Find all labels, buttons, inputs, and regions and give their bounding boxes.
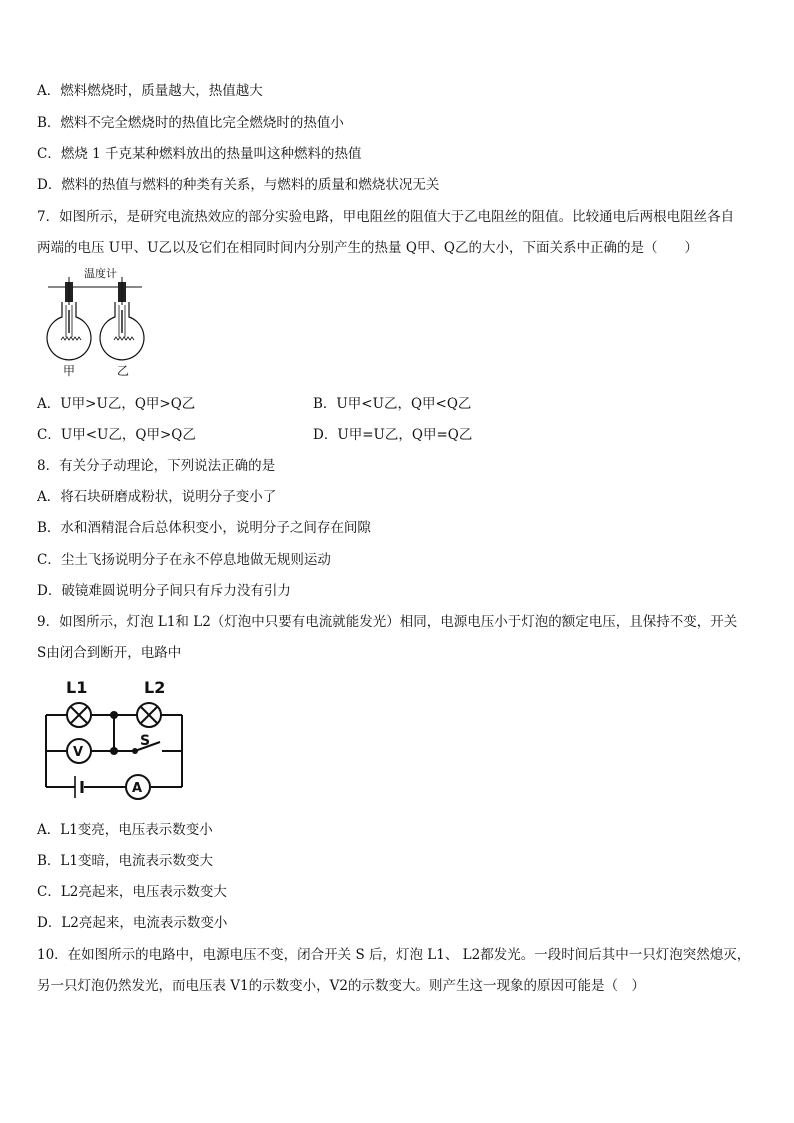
q9-stem-line1: 9．如图所示，灯泡 L1和 L2（灯泡中只要有电流就能发光）相同，电源电压小于灯泡的额定电压，且保持不变，开关 — [37, 614, 738, 630]
q9-circuit-diagram — [40, 675, 190, 805]
q7-option-b: B．U甲<U乙，Q甲<Q乙 — [313, 396, 472, 412]
q7-option-a: A．U甲>U乙，Q甲>Q乙 — [37, 396, 196, 412]
q7-stem-line1: 7．如图所示，是研究电流热效应的部分实验电路，甲电阻丝的阻值大于乙电阻丝的阻值。比较通电后两根电阻丝各自 — [37, 209, 735, 225]
flask-left — [47, 277, 91, 360]
junction-dot — [110, 711, 118, 719]
junction-dot — [110, 747, 118, 755]
q10-stem-line2: 另一只灯泡仍然发光，而电压表 V1的示数变小，V2的示数变大。则产生这一现象的原因可能是（ ） — [37, 978, 645, 994]
label-yi: 乙 — [117, 364, 130, 378]
q7-option-c: C．U甲<U乙，Q甲>Q乙 — [37, 427, 196, 443]
q9-option-c: C．L2亮起来，电压表示数变大 — [37, 884, 227, 900]
label-jia: 甲 — [63, 364, 76, 378]
q6-option-d: D．燃料的热值与燃料的种类有关系，与燃料的质量和燃烧状况无关 — [37, 177, 440, 193]
q8-option-d: D．破镜难圆说明分子间只有斥力没有引力 — [37, 583, 291, 599]
q9-option-d: D．L2亮起来，电流表示数变小 — [37, 915, 228, 931]
lamp-l1-icon — [67, 703, 91, 727]
lamp-l2-icon — [137, 703, 161, 727]
q6-option-c: C．燃烧 1 千克某种燃料放出的热量叫这种燃料的热值 — [37, 146, 362, 162]
q7-thermometer-figure — [40, 265, 150, 380]
q8-option-b: B．水和酒精混合后总体积变小，说明分子之间存在间隙 — [37, 520, 371, 536]
q7-stem-line2: 两端的电压 U甲、U乙以及它们在相同时间内分别产生的热量 Q甲、Q乙的大小，下面关系中正确的是（ ） — [37, 240, 698, 256]
q8-stem: 8．有关分子动理论，下列说法正确的是 — [37, 458, 276, 474]
q10-stem-line1: 10．在如图所示的电路中，电源电压不变，闭合开关 S 后，灯泡 L1、 L2都发光。一段时间后其中一只灯泡突然熄灭， — [37, 947, 751, 963]
flask-right — [100, 277, 144, 360]
q9-stem-line2: S由闭合到断开，电路中 — [37, 645, 182, 661]
voltmeter-label: V — [73, 745, 84, 760]
q9-option-a: A．L1变亮，电压表示数变小 — [37, 822, 213, 838]
label-switch: S — [140, 733, 151, 749]
q6-option-a: A．燃料燃烧时，质量越大，热值越大 — [37, 83, 263, 99]
switch-contact — [132, 748, 138, 754]
q6-option-b: B．燃料不完全燃烧时的热值比完全燃烧时的热值小 — [37, 115, 344, 131]
thermometer-label: 温度计 — [84, 267, 117, 280]
q9-option-b: B．L1变暗，电流表示数变大 — [37, 853, 213, 869]
label-l1: L1 — [66, 678, 88, 697]
ammeter-label: A — [132, 781, 143, 796]
q8-option-c: C．尘土飞扬说明分子在永不停息地做无规则运动 — [37, 552, 331, 568]
label-l2: L2 — [144, 678, 166, 697]
q7-option-d: D．U甲=U乙，Q甲=Q乙 — [313, 427, 473, 443]
q8-option-a: A．将石块研磨成粉状，说明分子变小了 — [37, 489, 277, 505]
